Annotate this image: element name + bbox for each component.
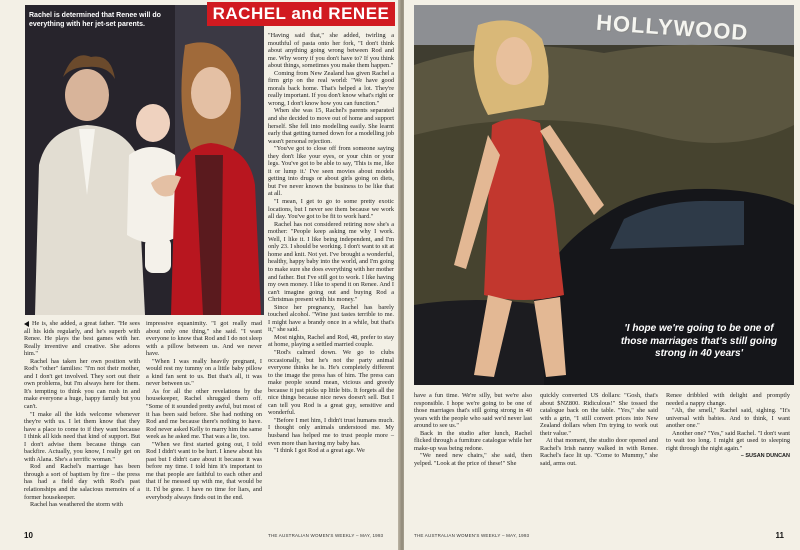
footer-left: THE AUSTRALIAN WOMEN'S WEEKLY – MAY, 1993 <box>268 533 384 538</box>
page-number-left: 10 <box>24 531 33 540</box>
hollywood-photo <box>414 5 794 385</box>
lead-text: He is, she added, a great father. "He sees all his kids regularly, and he's superb with Renee. He plays the best games with her. Really inventive and creative. She adores him." <box>24 320 140 358</box>
footer-right: THE AUSTRALIAN WOMEN'S WEEKLY – MAY, 1993 <box>414 533 530 538</box>
paragraph: As for all the other revelations by the housekeeper, Rachel shrugged them off. "Some of it sounded pretty awful, but most of it has been said before. She had nothing on Rod and me because there's nothing to have. Rod never asked Kelly to marry him the same week as he asked me. That was a lie, too. <box>146 387 262 441</box>
byline <box>666 452 790 461</box>
paragraph: Renee dribbled with delight and promptly needed a nappy change. <box>666 392 790 407</box>
paragraph: "I think I got Rod at a great age. We <box>274 447 365 455</box>
article-title: RACHEL and RENEE <box>207 2 395 26</box>
family-photo <box>25 5 264 315</box>
paragraph: Rachel has not considered retiring now she's a mother: "People keep asking me why I work. Well, I like it. I like being independent, and I'm only 23. I should be working. I don't want to sit at home and knit. Not yet. I've brought a wonderful, healthy, happy baby into the world, and I'm going to make sure she does everything with her mother and father. But I've still got to work. I like having my own money. I like to spend it on Renee. And I can't imagine going out and buying Rod a Christmas present with his money." <box>268 220 394 304</box>
pull-quote: 'I hope we're going to be one of those marriages that's still going strong in 40 years' <box>620 323 778 359</box>
paragraph: "You've got to close off from someone saying they don't like your eyes, or your chin or your legs. You've got to be able to say, 'This is me, like it or lump it.' I've seen movies about models getting into drugs or about girls going on diets, but I've never known the business to be like that at all. <box>268 145 394 198</box>
left-column-3 <box>268 32 394 455</box>
paragraph: "Ah, the smell," Rachel said, sighing. "It's universal with babies. And to think, I want another one." <box>666 407 790 430</box>
paragraph: have a fun time. We're silly, but we're also responsible. I hope we're going to be one of those marriages that's still going strong in 40 years with the people who said we'd never last around to see us." <box>414 392 532 430</box>
paragraph: When she was 15, Rachel's parents separated and she decided to move out of home and support herself. She fell into modelling easily. She learnt early that getting turned down for a modelling job wasn't personal rejection. <box>268 107 394 145</box>
family-photo-illustration <box>25 5 264 315</box>
paragraph: "I mean, I get to go to some pretty exotic locations, but I never see them because we work all day. You've got to be fit to work hard." <box>268 198 394 221</box>
right-column-2 <box>540 392 658 467</box>
left-column-1 <box>24 320 140 509</box>
right-page <box>404 0 800 550</box>
paragraph: Back in the studio after lunch, Rachel flicked through a furniture catalogue while her make-up was being redone. <box>414 429 532 452</box>
paragraph: "Rod's calmed down. We go to clubs occasionally, but he's not the party animal everyone thinks he is. He's completely different to the image the press has of him. The press can make people sound mean, vicious and greedy because it just picks up little bits. It forgets all the nice things because nice news doesn't sell. But I can tell you Rod is a great guy, sensitive and wonderful. <box>268 348 394 417</box>
page-number-right: 11 <box>775 531 784 540</box>
paragraph: Rachel has weathered the storm with <box>30 501 123 509</box>
paragraph: "Before I met him, I didn't trust humans much. I thought only animals understood me. My husband has helped me to trust people more – even more than having my baby has. <box>268 416 394 447</box>
paragraph: Coming from New Zealand has given Rachel a firm grip on the real world: "We have good morals back home. That's helped a lot. They're really important. If you don't know what's right or wrong, I don't know how you can function." <box>268 69 394 107</box>
hollywood-sign: HOLLYWOOD <box>595 9 750 46</box>
photo-caption: Rachel is determined that Renee will do everything with her jet-set parents. <box>29 12 161 28</box>
paragraph: impressive equanimity. "I got really mad about only one thing," she said. "I want everyone to know that Rod and I do not sleep with a pillow between us. And we never have. <box>146 320 262 358</box>
paragraph: "We need new chairs," she said, then yelped. "Look at the price of these!" She <box>414 452 532 467</box>
paragraph: "Having said that," she added, twirling a mouthful of pasta onto her fork, "I don't think about anything going wrong between Rod and me. Why worry if you don't have to? If you think about things, sometimes you make them happen." <box>268 32 394 70</box>
right-column-1 <box>414 392 532 467</box>
paragraph: "When I was really heavily pregnant, I would rest my tummy on a little baby pillow a kind fan sent to us. But that's all, it was never between us." <box>146 357 262 388</box>
paragraph: Rachel has taken her own position with Rod's "other" families: "I'm not their mother, and I don't get involved. They sort out their own problems, but I'm always here for them. It's tempting to think you can rush in and make everyone a huge, happy family but you can't. <box>24 357 140 411</box>
left-column-2 <box>146 320 262 501</box>
right-column-3 <box>666 392 790 461</box>
paragraph: "I make all the kids welcome whenever they're with us. I let them know that they have a place to come to if they want because I think all kids need that kind of support. But I don't advise them because things can backfire. Actually, you know, I really get on with Alana. She's a terrific woman." <box>24 410 140 463</box>
paragraph: Most nights, Rachel and Rod, 48, prefer to stay at home, playing a settled married couple. <box>268 333 394 349</box>
paragraph: Another one? "Yes," said Rachel. "I don't want to wait too long. I might get used to sleeping right through the night again." <box>666 429 790 452</box>
lead-marker-icon <box>24 321 29 327</box>
paragraph: quickly converted US dollars: "Gosh, that's about $NZ800. Ridiculous!" She tossed the catalogue back on the table. "Yes," she said with a grin, "I still convert prices into New Zealand dollars when I'm trying to work out their value." <box>540 392 658 437</box>
author-signoff: – SUSAN DUNCAN <box>740 453 790 460</box>
paragraph: At that moment, the studio door opened and Rachel's Irish nanny walked in with Renee. Rachel's face lit up. "Come to Mummy," she said, arms out. <box>540 437 658 467</box>
paragraph: Rod and Rachel's marriage has been through a sort of baptism by fire – the press has had a field day with Rod's past relationships and the salacious memoirs of a former housekeeper. <box>24 463 140 501</box>
paragraph-lead <box>24 320 140 358</box>
paragraph: Since her pregnancy, Rachel has barely touched alcohol. "Wine just tastes terrible to me. I might have a brandy once in a while, but that's it," she said. <box>268 303 394 334</box>
paragraph: "When we first started going out, I told Rod I didn't want to be hurt. I knew about his past but I didn't care about it because it was before my time. I told him it's important to me that people are faithful to each other and that if he messed up with me, that would be it. I'd be gone. I have no time for liars, and everybody always finds out in the end. <box>146 440 262 501</box>
